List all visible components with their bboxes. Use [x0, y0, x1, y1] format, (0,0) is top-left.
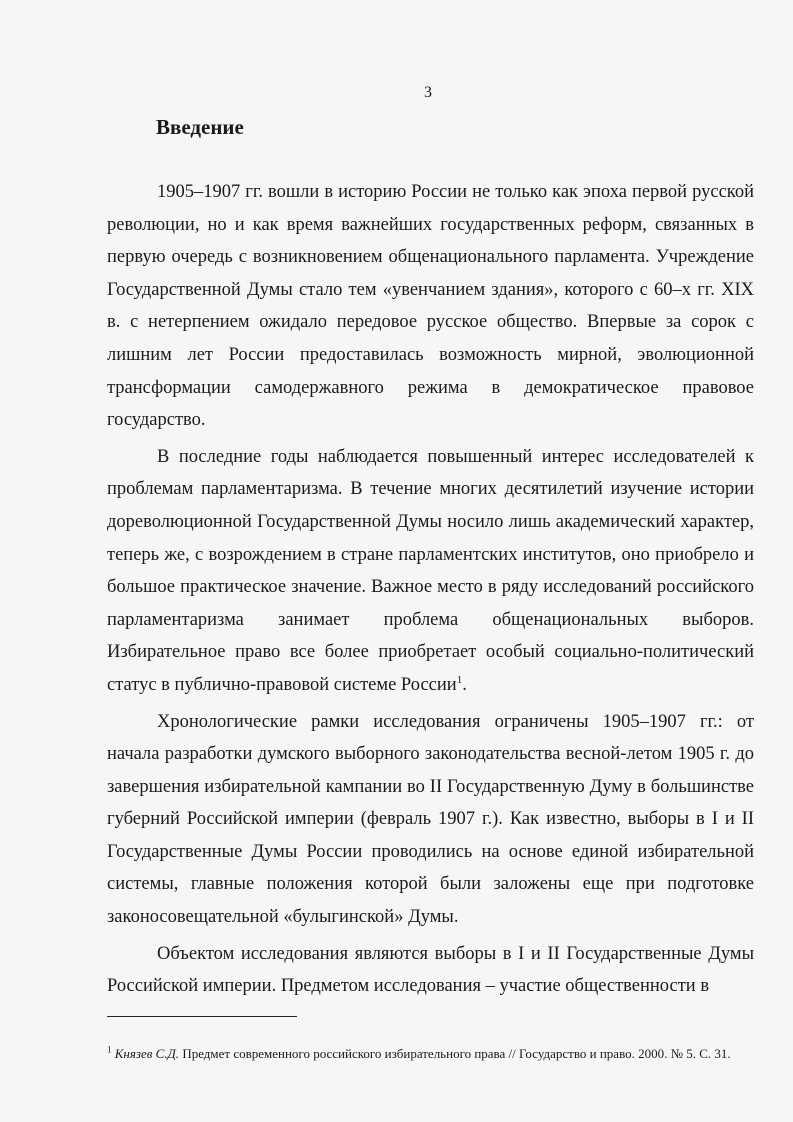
- paragraph-2-end: .: [462, 674, 467, 695]
- body-text: [107, 176, 754, 1003]
- footnote-text: Предмет современного российского избирательного права // Государство и право. 2000. № 5. С. 31.: [179, 1046, 731, 1061]
- page-number: 3: [424, 84, 432, 101]
- paragraph-4: Объектом исследования являются выборы в I и II Государственные Думы Российской империи. Предметом исследования – участие общественности в: [107, 943, 754, 997]
- footnote-reference[interactable]: 1: [456, 673, 463, 686]
- footnote-separator: [107, 1016, 297, 1017]
- paragraph-3: Хронологические рамки исследования ограничены 1905–1907 гг.: от начала разработки думского выборного законодательства весной-летом 1905 г. до завершения избирательной кампании во II Государственную Думу в большинстве губерний Российской империи (февраль 1907 г.). Как известно, выборы в I и II Государственные Думы России проводились на основе единой избирательной системы, главные положения которой были заложены еще при подготовке законосовещательной «булыгинской» Думы.: [107, 711, 754, 928]
- paragraph-1: 1905–1907 гг. вошли в историю России не только как эпоха первой русской революции, но и как время важнейших государственных реформ, связанных в первую очередь с возникновением общенационального парламента. Учреждение Государственной Думы стало тем «увенчанием здания», которого с 60–х гг. XIX в. с нетерпением ожидало передовое русское общество. Впервые за сорок с лишним лет России предоставилась возможность мирной, эволюционной трансформации самодержавного режима в демократическое правовое государство.: [107, 182, 754, 431]
- footnote: [107, 1036, 754, 1071]
- footnote-author: Князев С.Д.: [114, 1046, 180, 1061]
- paragraph-2: [107, 441, 754, 702]
- footnote-marker: 1: [107, 1044, 112, 1055]
- paragraph-2-text: В последние годы наблюдается повышенный интерес исследователей к проблемам парламентаризма. В течение многих десятилетий изучение истории дореволюционной Государственной Думы носило лишь академический характер, теперь же, с возрождением в стране парламентских институтов, оно приобрело и большое практическое значение. Важное место в ряду исследований российского парламентаризма занимает проблема общенациональных выборов. Избирательное право все более приобретает особый социально-политический статус в публично-правовой системе России: [107, 446, 754, 695]
- section-heading: Введение: [156, 115, 244, 139]
